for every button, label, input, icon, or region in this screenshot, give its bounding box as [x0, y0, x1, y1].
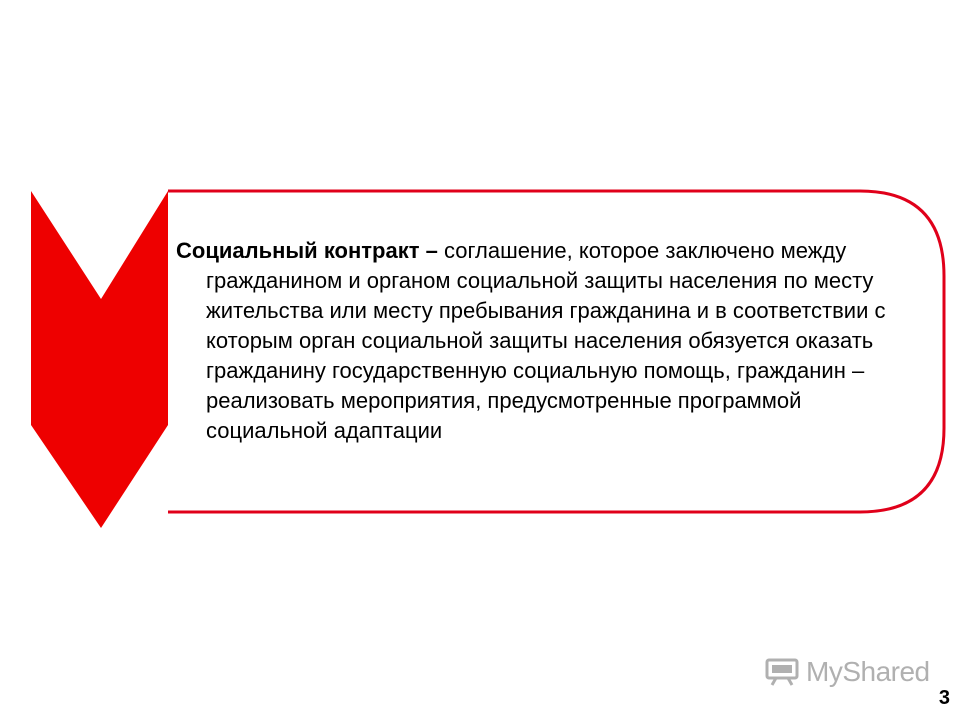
definition-term: Социальный контракт –	[176, 238, 438, 263]
watermark-text: MyShared	[806, 656, 930, 687]
definition-body: соглашение, которое заключено между гражданином и органом социальной защиты населения по месту жительства или месту пребывания гражданина и в соответствии с которым орган социальной защиты населения обязуется оказать гражданину государственную социальную помощь, гражданин – реализовать мероприятия, предусмотренные программой социальной адаптации	[206, 238, 886, 443]
presentation-screen-icon	[764, 658, 800, 686]
definition-paragraph	[176, 236, 928, 446]
definition-text	[176, 236, 928, 446]
page-number: 3	[938, 687, 950, 709]
myshared-watermark	[764, 656, 930, 688]
red-chevron-arrow	[31, 191, 168, 528]
